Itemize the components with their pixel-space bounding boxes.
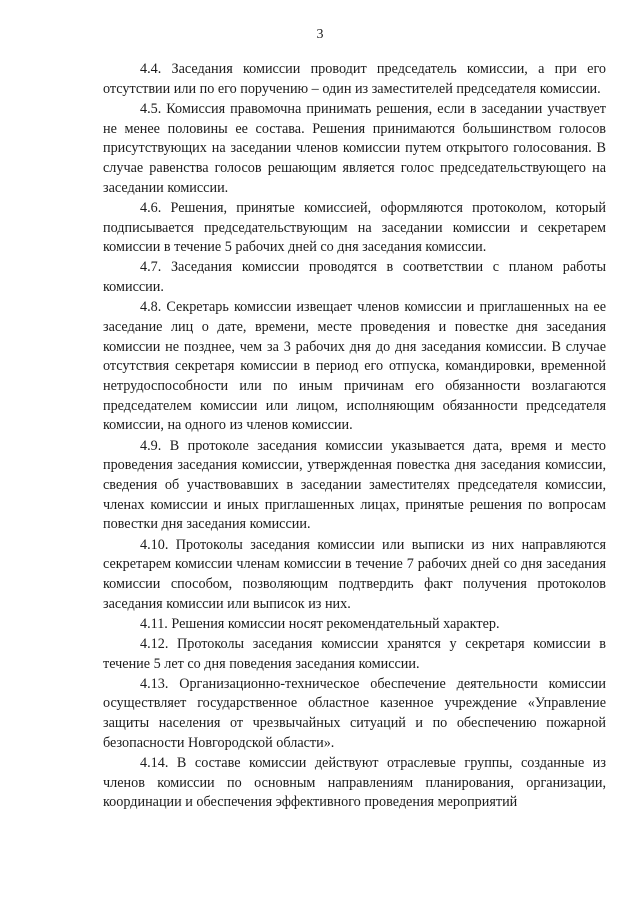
paragraph-4-11: 4.11. Решения комиссии носят рекомендательный характер. [140, 615, 500, 632]
paragraph-4-6: 4.6. Решения, принятые комиссией, оформляются протоколом, который подписывается председательствующим на заседании комиссии и секретарем комиссии в течение 5 рабочих дней со дня заседания комиссии. [103, 199, 606, 256]
paragraph-4-8: 4.8. Секретарь комиссии извещает членов комиссии и приглашенных на ее заседание лиц о дате, времени, месте проведения и повестке дня заседания комиссии не позднее, чем за 3 рабочих дня до дня заседания комиссии. В случае отсутствия секретаря комиссии в период его отпуска, командировки, временной нетрудоспособности или по иным причинам его обязанности возлагаются председателем комиссии или лицом, исполняющим обязанности председателя комиссии, на одного из членов комиссии. [103, 299, 606, 434]
document-body [103, 60, 606, 814]
paragraph-4-7: 4.7. Заседания комиссии проводятся в соответствии с планом работы комиссии. [103, 259, 606, 296]
paragraph-4-4: 4.4. Заседания комиссии проводит председатель комиссии, а при его отсутствии или по его поручению – один из заместителей председателя комиссии. [103, 61, 606, 97]
paragraph-4-12: 4.12. Протоколы заседания комиссии хранятся у секретаря комиссии в течение 5 лет со дня поведения заседания комиссии. [103, 635, 606, 672]
paragraph-4-9: 4.9. В протоколе заседания комиссии указывается дата, время и место проведения заседания комиссии, утвержденная повестка дня заседания комиссии, сведения об участвовавших в заседании заместителях председателя комиссии, членах комиссии и иных приглашенных лицах, принятые решения по вопросам повестки дня заседания комиссии. [103, 437, 606, 533]
paragraph-4-13: 4.13. Организационно-техническое обеспечение деятельности комиссии осуществляет государственное областное казенное учреждение «Управление защиты населения от чрезвычайных ситуаций и по обеспечению пожарной безопасности Новгородской области». [103, 675, 606, 751]
paragraph-4-5: 4.5. Комиссия правомочна принимать решения, если в заседании участвует не менее половины ее состава. Решения принимаются большинством голосов присутствующих на заседании членов комиссии путем открытого голосования. В случае равенства голосов решающим является голос председательствующего на заседании комиссии. [103, 100, 606, 196]
paragraph-4-14: 4.14. В составе комиссии действуют отраслевые группы, созданные из членов комиссии по основным направлениям планирования, организации, координации и обеспечения эффективного проведения мероприятий [103, 754, 606, 811]
paragraph-4-10: 4.10. Протоколы заседания комиссии или выписки из них направляются секретарем комиссии членам комиссии в течение 7 рабочих дней со дня заседания комиссии способом, позволяющим подтвердить факт получения протоколов заседания комиссии или выписок из них. [103, 536, 606, 612]
page-number: 3 [316, 27, 324, 42]
